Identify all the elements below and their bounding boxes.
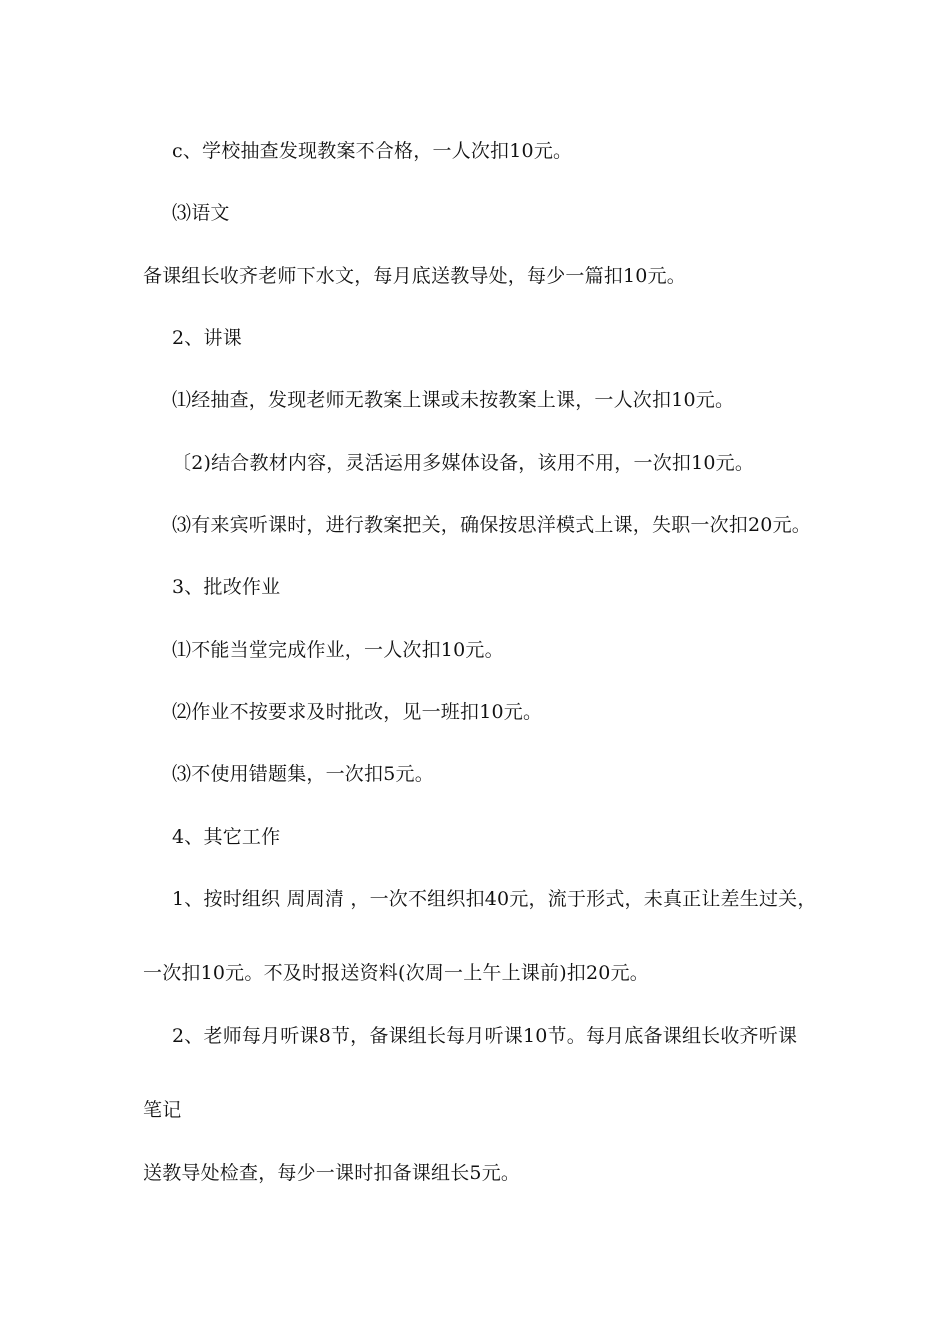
heading-homework: 3、批改作业 <box>172 576 281 598</box>
rule-homework-3: ⑶不使用错题集，一次扣5元。 <box>172 763 434 785</box>
rule-other-2-part3: 送教导处检查，每少一课时扣备课组长5元。 <box>143 1162 521 1184</box>
heading-other-work: 4、其它工作 <box>172 826 281 848</box>
rule-other-2-part1: 2、老师每月听课8节，备课组长每月听课10节。每月底备课组长收齐听课 <box>172 1025 798 1047</box>
rule-homework-1: ⑴不能当堂完成作业，一人次扣10元。 <box>172 639 504 661</box>
rule-other-2-part2: 笔记 <box>143 1099 182 1121</box>
rule-model-essay: 备课组长收齐老师下水文，每月底送教导处，每少一篇扣10元。 <box>143 265 686 287</box>
rule-c-lesson-plan-check: c、学校抽查发现教案不合格，一人次扣10元。 <box>172 140 573 162</box>
rule-other-1-part2: 一次扣10元。不及时报送资料(次周一上午上课前)扣20元。 <box>143 962 649 984</box>
rule-teaching-2: 〔2)结合教材内容，灵活运用多媒体设备，该用不用，一次扣10元。 <box>172 452 755 474</box>
heading-chinese-subject: ⑶语文 <box>172 202 230 224</box>
heading-teaching: 2、讲课 <box>172 327 242 349</box>
rule-teaching-1: ⑴经抽查，发现老师无教案上课或未按教案上课，一人次扣10元。 <box>172 389 735 411</box>
rule-other-1-part1: 1、按时组织 周周清 ，一次不组织扣40元，流于形式，未真正让差生过关， <box>172 888 817 910</box>
rule-homework-2: ⑵作业不按要求及时批改，见一班扣10元。 <box>172 701 543 723</box>
rule-teaching-3: ⑶有来宾听课时，进行教案把关，确保按思洋模式上课，失职一次扣20元。 <box>172 514 811 536</box>
